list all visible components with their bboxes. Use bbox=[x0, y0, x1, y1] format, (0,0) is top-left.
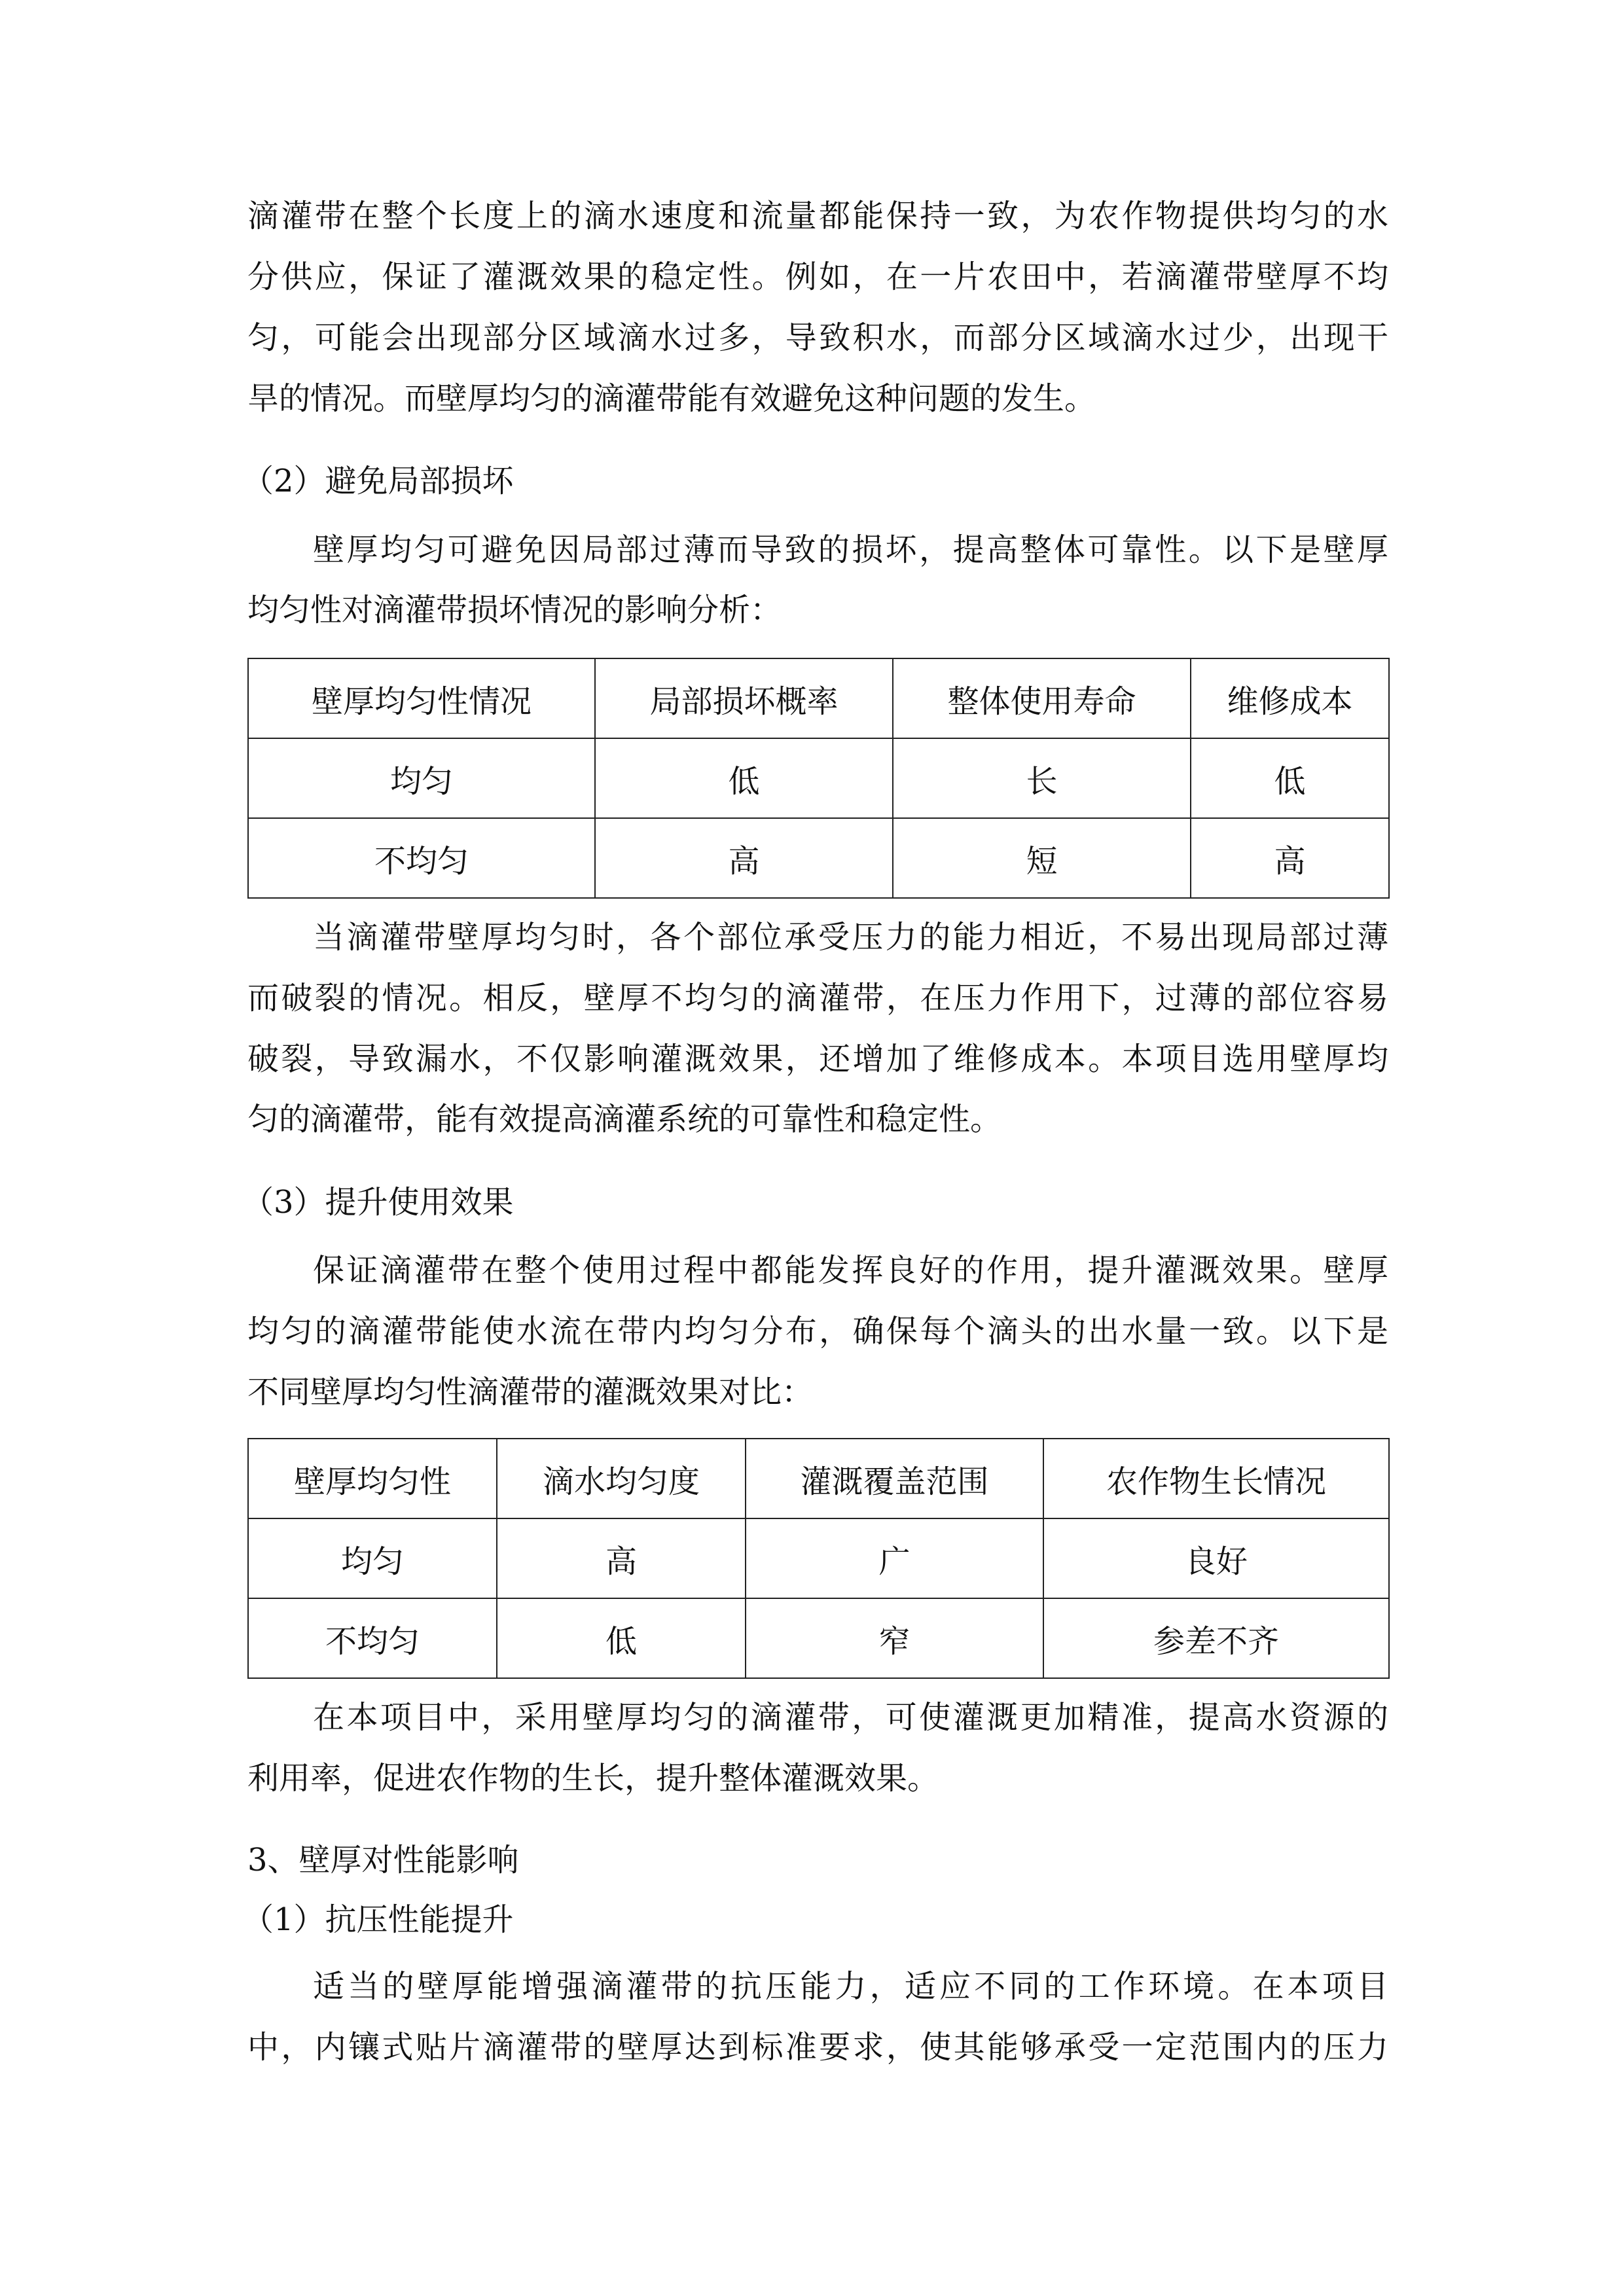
table-cell: 均匀 bbox=[248, 738, 595, 818]
text-line: 均匀性对滴灌带损坏情况的影响分析： bbox=[247, 592, 782, 628]
text-line: 在本项目中，采用壁厚均匀的滴灌带，可使灌溉更加精准，提高水资源的 bbox=[313, 1699, 1388, 1736]
section-heading-wall-thickness: 3、壁厚对性能影响 bbox=[247, 1842, 519, 1878]
table-header-row bbox=[248, 1439, 1389, 1518]
text-line: 破裂，导致漏水，不仅影响灌溉效果，还增加了维修成本。本项目选用壁厚均 bbox=[247, 1041, 1388, 1077]
table-cell: 高 bbox=[595, 818, 893, 898]
table-header-cell: 壁厚均匀性 bbox=[248, 1439, 497, 1518]
text-line: 当滴灌带壁厚均匀时，各个部位承受压力的能力相近，不易出现局部过薄 bbox=[313, 919, 1388, 956]
subheading-improve-effect: （3）提升使用效果 bbox=[242, 1184, 514, 1221]
damage-analysis-table bbox=[247, 658, 1390, 899]
table-cell: 不均匀 bbox=[248, 818, 595, 898]
text-line: 匀，可能会出现部分区域滴水过多，导致积水，而部分区域滴水过少，出现干 bbox=[247, 319, 1388, 356]
table-cell: 高 bbox=[1191, 818, 1389, 898]
subheading-compression: （1）抗压性能提升 bbox=[242, 1901, 514, 1938]
text-line: 滴灌带在整个长度上的滴水速度和流量都能保持一致，为农作物提供均匀的水 bbox=[247, 198, 1388, 234]
table-header-cell: 灌溉覆盖范围 bbox=[746, 1439, 1043, 1518]
text-line: 保证滴灌带在整个使用过程中都能发挥良好的作用，提升灌溉效果。壁厚 bbox=[313, 1252, 1388, 1289]
table-header-row bbox=[248, 658, 1389, 738]
table-header-cell: 农作物生长情况 bbox=[1043, 1439, 1389, 1518]
table-cell: 长 bbox=[893, 738, 1191, 818]
text-line: 旱的情况。而壁厚均匀的滴灌带能有效避免这种问题的发生。 bbox=[247, 380, 1096, 417]
text-line: 分供应，保证了灌溉效果的稳定性。例如，在一片农田中，若滴灌带壁厚不均 bbox=[247, 259, 1388, 295]
table-header-cell: 滴水均匀度 bbox=[497, 1439, 746, 1518]
irrigation-comparison-table bbox=[247, 1438, 1390, 1679]
table-header-cell: 维修成本 bbox=[1191, 658, 1389, 738]
text-line: 壁厚均匀可避免因局部过薄而导致的损坏，提高整体可靠性。以下是壁厚 bbox=[313, 531, 1388, 568]
table-cell: 低 bbox=[497, 1598, 746, 1678]
table-cell: 低 bbox=[1191, 738, 1389, 818]
text-line: 不同壁厚均匀性滴灌带的灌溉效果对比： bbox=[247, 1374, 814, 1410]
table-header-cell: 壁厚均匀性情况 bbox=[248, 658, 595, 738]
table-cell: 高 bbox=[497, 1518, 746, 1598]
table-cell: 窄 bbox=[746, 1598, 1043, 1678]
table-row bbox=[248, 818, 1389, 898]
table-header-cell: 整体使用寿命 bbox=[893, 658, 1191, 738]
table-cell: 均匀 bbox=[248, 1518, 497, 1598]
table-row bbox=[248, 1518, 1389, 1598]
table-cell: 短 bbox=[893, 818, 1191, 898]
table-row bbox=[248, 1598, 1389, 1678]
text-line: 均匀的滴灌带能使水流在带内均匀分布，确保每个滴头的出水量一致。以下是 bbox=[247, 1313, 1388, 1350]
text-line: 中，内镶式贴片滴灌带的壁厚达到标准要求，使其能够承受一定范围内的压力 bbox=[247, 2029, 1388, 2066]
subheading-avoid-local-damage: （2）避免局部损坏 bbox=[242, 463, 514, 499]
text-line: 匀的滴灌带，能有效提高滴灌系统的可靠性和稳定性。 bbox=[247, 1101, 1002, 1138]
table-cell: 良好 bbox=[1043, 1518, 1389, 1598]
text-line: 而破裂的情况。相反，壁厚不均匀的滴灌带，在压力作用下，过薄的部位容易 bbox=[247, 980, 1388, 1016]
table-cell: 广 bbox=[746, 1518, 1043, 1598]
table-row bbox=[248, 738, 1389, 818]
text-line: 利用率，促进农作物的生长，提升整体灌溉效果。 bbox=[247, 1760, 939, 1797]
table-cell: 低 bbox=[595, 738, 893, 818]
table-cell: 参差不齐 bbox=[1043, 1598, 1389, 1678]
text-line: 适当的壁厚能增强滴灌带的抗压能力，适应不同的工作环境。在本项目 bbox=[313, 1968, 1388, 2005]
table-header-cell: 局部损坏概率 bbox=[595, 658, 893, 738]
table-cell: 不均匀 bbox=[248, 1598, 497, 1678]
